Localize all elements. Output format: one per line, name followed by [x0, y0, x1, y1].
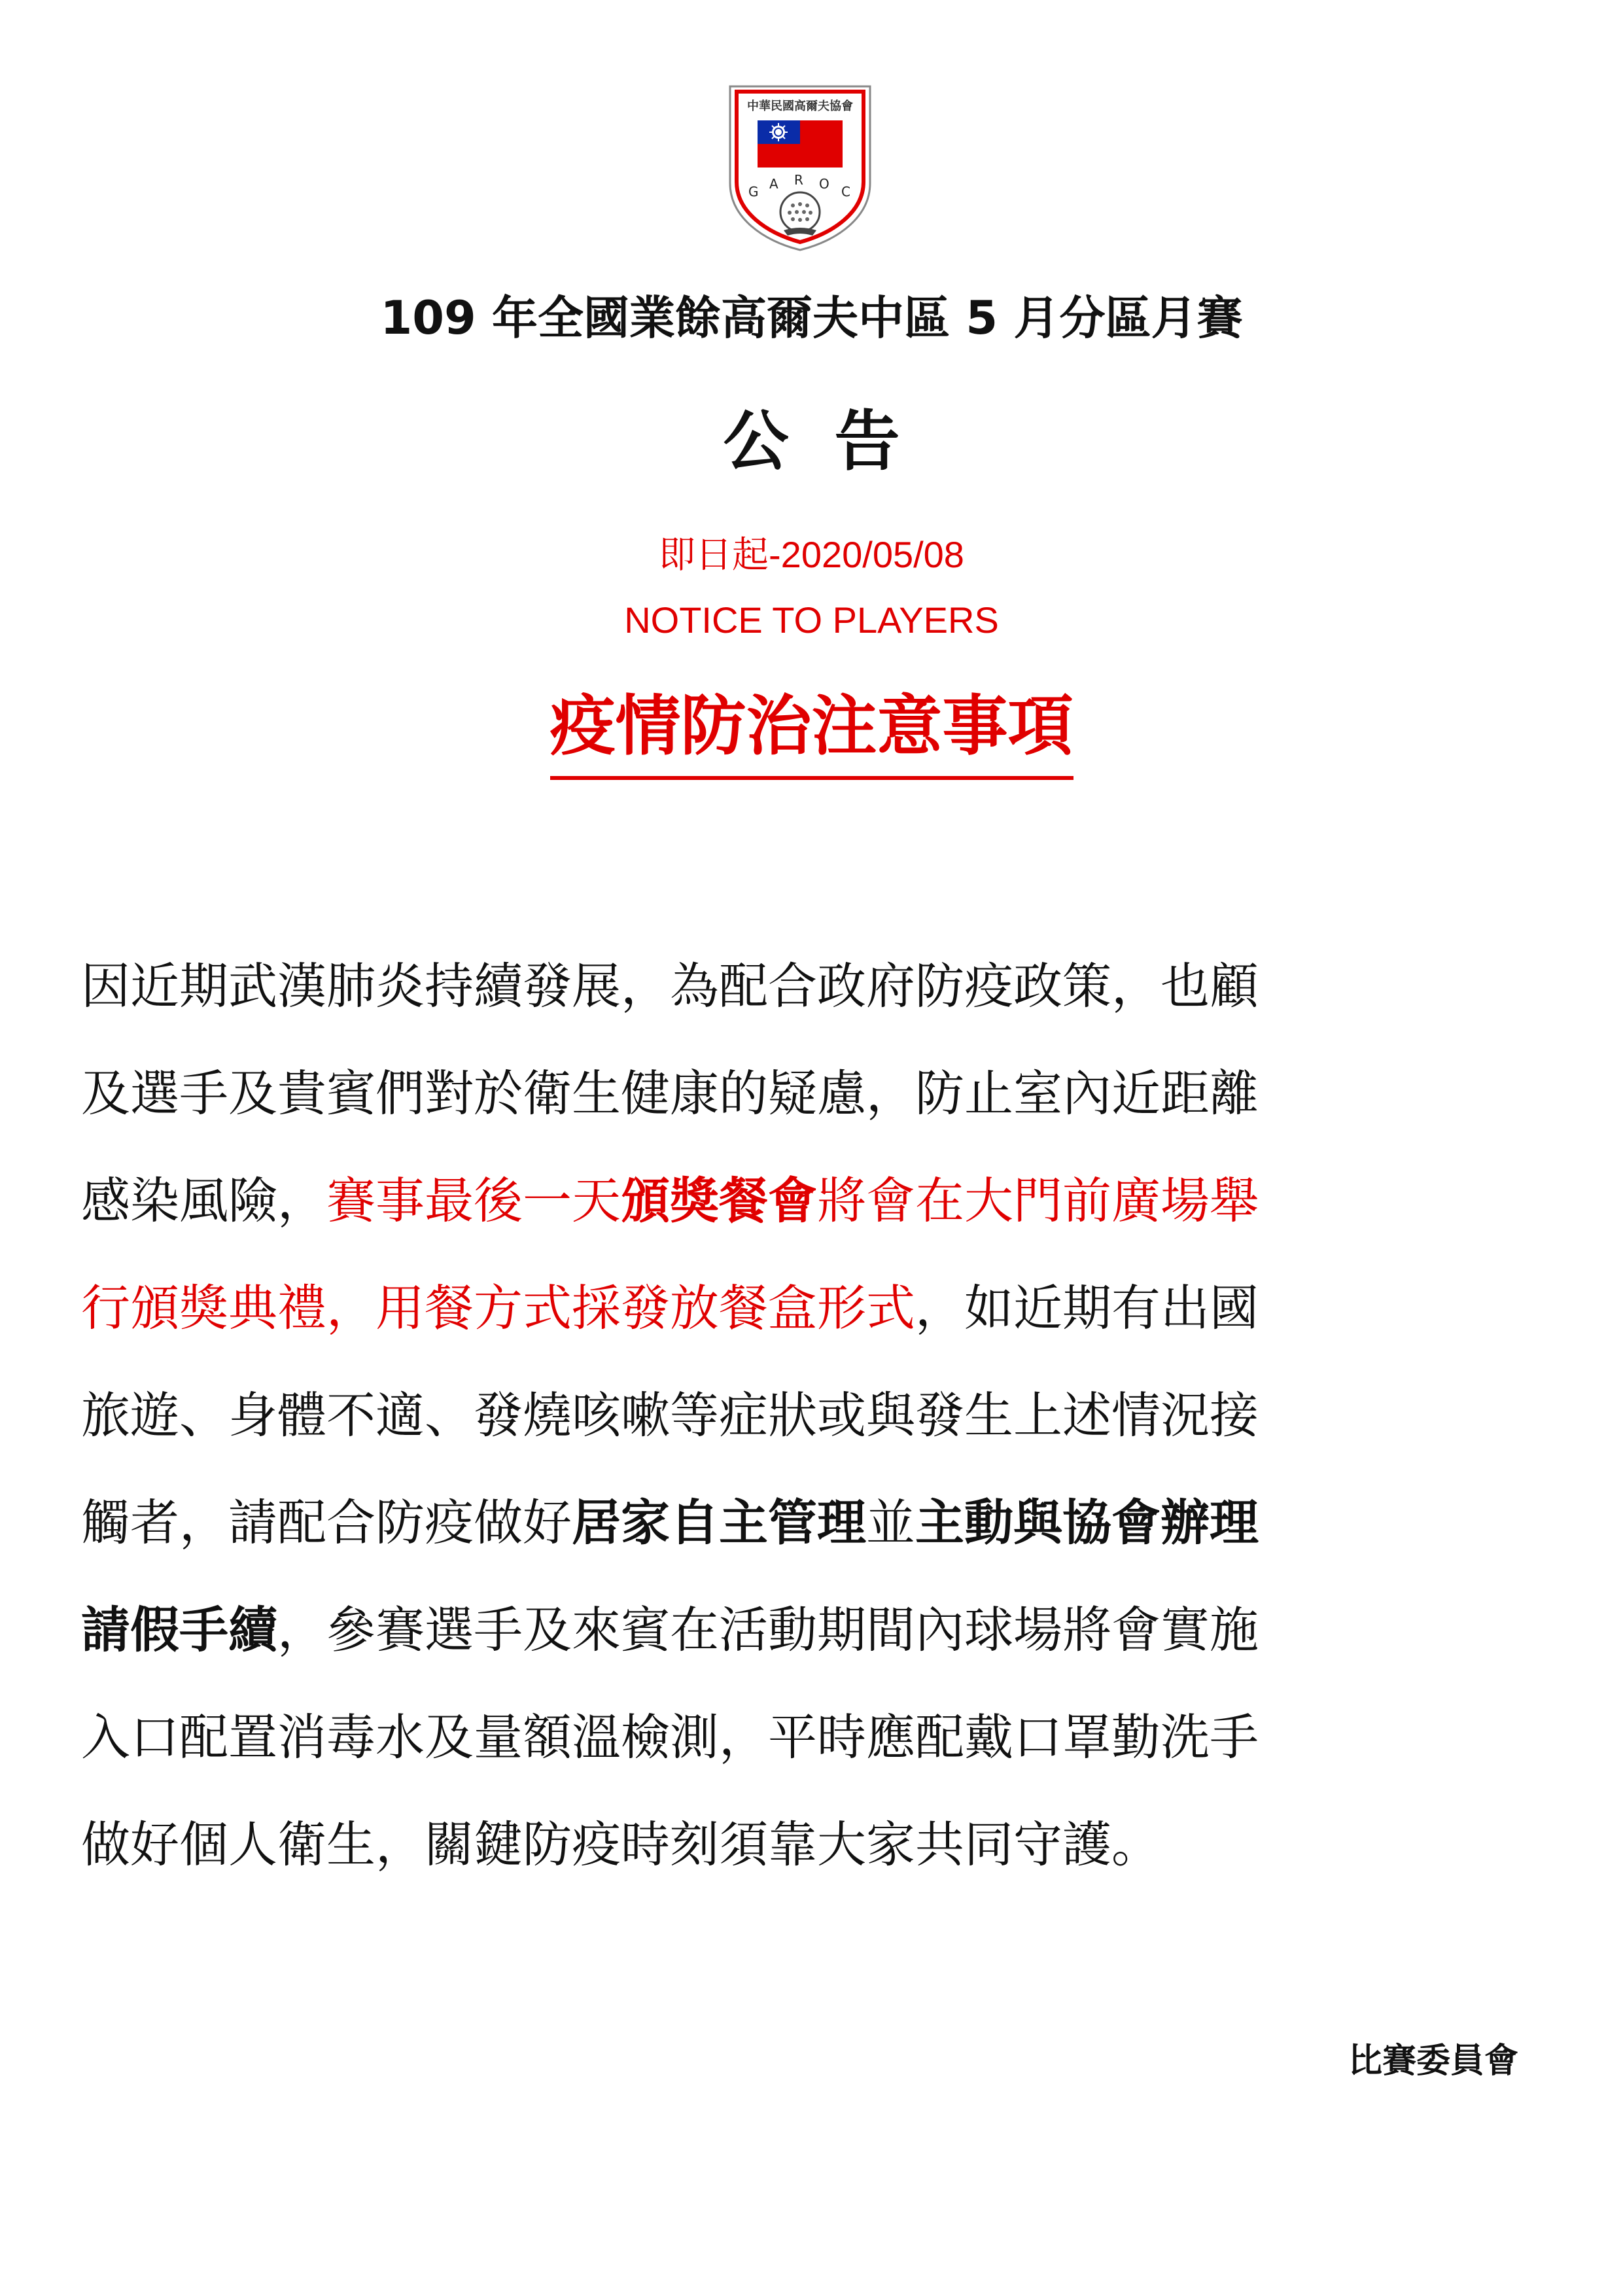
contact-association-emphasis: 主動與協會辦理	[915, 1494, 1259, 1551]
svg-text:C: C	[841, 184, 850, 200]
svg-text:O: O	[819, 176, 829, 192]
body-line-9: 做好個人衛生，關鍵防疫時刻須靠大家共同守護。	[81, 1816, 1161, 1873]
self-management-emphasis: 居家自主管理	[572, 1494, 867, 1551]
body-line-4-a: 行頒獎典禮，用餐方式採發放餐盒形式	[81, 1279, 916, 1337]
notice-to-players: NOTICE TO PLAYERS	[624, 599, 999, 641]
event-title: 109 年全國業餘高爾夫中區 5 月分區月賽	[380, 291, 1243, 345]
svg-text:G: G	[748, 184, 759, 200]
effective-date: 即日起-2020/05/08	[659, 534, 964, 575]
garoc-logo	[725, 73, 875, 254]
body-line-6-c: 並	[866, 1494, 916, 1551]
notice-label-char-1: 公	[723, 403, 789, 480]
body-line-4-b: ，如近期有出國	[915, 1279, 1259, 1337]
body-line-3	[81, 1147, 1546, 1254]
body-line-7	[81, 1576, 1546, 1684]
logo-arc-text: 中華民國高爾夫協會	[747, 99, 853, 113]
main-heading	[0, 680, 1623, 780]
committee-signature: 比賽委員會	[1348, 2041, 1518, 2081]
body-line-8: 入口配置消毒水及量額溫檢測，平時應配戴口罩勤洗手	[81, 1708, 1259, 1766]
svg-text:A: A	[769, 176, 778, 192]
body-line-7-b: ，參賽選手及來賓在活動期間內球場將會實施	[277, 1601, 1259, 1659]
main-heading-text: 疫情防治注意事項	[550, 680, 1073, 780]
body-line-2: 及選手及貴賓們對於衛生健康的疑慮，防止室內近距離	[81, 1065, 1259, 1122]
notice-body	[81, 932, 1546, 1898]
body-line-4	[81, 1254, 1546, 1362]
notice-label-char-2: 告	[834, 403, 900, 480]
body-line-6	[81, 1469, 1546, 1576]
body-line-6-a: 觸者，請配合防疫做好	[81, 1494, 572, 1551]
body-line-3-a: 感染風險，	[81, 1172, 327, 1229]
body-line-3-b: 賽事最後一天	[326, 1172, 621, 1229]
notice-label	[0, 399, 1623, 484]
leave-procedure-emphasis: 請假手續	[81, 1601, 278, 1659]
award-banquet-emphasis: 頒獎餐會	[621, 1172, 818, 1229]
body-line-1: 因近期武漢肺炎持續發展，為配合政府防疫政策，也顧	[81, 957, 1259, 1015]
svg-text:R: R	[794, 172, 803, 188]
body-line-5: 旅遊、身體不適、發燒咳嗽等症狀或與發生上述情況接	[81, 1386, 1259, 1444]
body-line-3-d: 將會在大門前廣場舉	[817, 1172, 1259, 1229]
